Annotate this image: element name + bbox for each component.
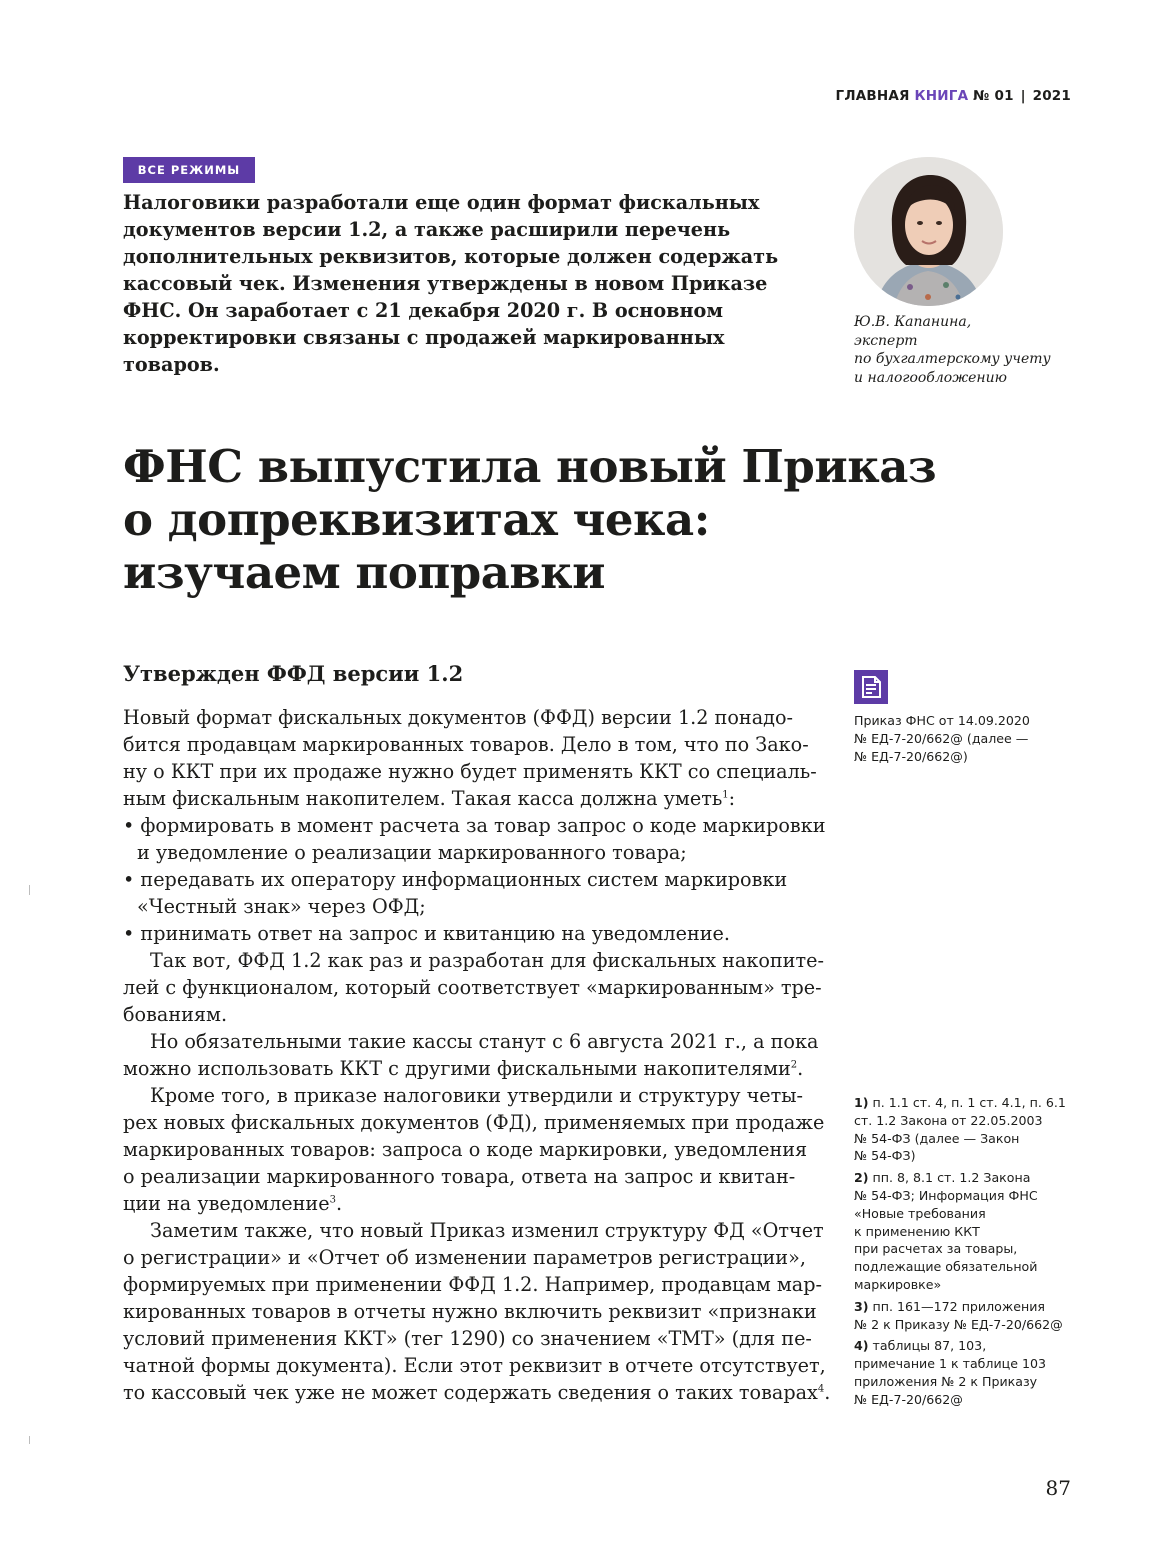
body-line: ции на уведомление$^3$.: [123, 1192, 343, 1215]
footnote: 4) таблицы 87, 103, примечание 1 к таблице 103 приложения № 2 к Приказу № ЕД-7-20/662@: [854, 1338, 1047, 1407]
footnote-ref: 2: [790, 1059, 798, 1071]
page-number: 87: [1045, 1476, 1071, 1500]
lead-paragraph: Налоговики разработали еще один формат фискальных документов версии 1.2, а также расширили перечень дополнительных реквизитов, которые должен содержать кассовый чек. Изменения утверждены в новом Приказе ФНС. Он заработает с 21 декабря 2020 г. В основном корректировки связаны с продажей маркированных товаров.: [123, 191, 779, 376]
body-line: формируемых при применении ФФД 1.2. Например, продавцам мар-: [123, 1273, 822, 1296]
note-line: № ЕД-7-20/662@): [854, 749, 968, 764]
note-line: № ЕД-7-20/662@ (далее —: [854, 731, 1029, 746]
body-line: рех новых фискальных документов (ФД), применяемых при продаже: [123, 1111, 825, 1134]
article-title: [123, 440, 1023, 599]
footnotes: [854, 1094, 1074, 1413]
body-line: бованиям.: [123, 1003, 228, 1026]
body-line: можно использовать ККТ с другими фискальными накопителями$^2$.: [123, 1057, 804, 1080]
body-line: условий применения ККТ» (тег 1290) со значением «ТМТ» (для пе-: [123, 1327, 812, 1350]
author-role-line: по бухгалтерскому учету: [854, 351, 1051, 367]
body-line: ным фискальным накопителем. Такая касса должна уметь$^1$:: [123, 787, 736, 810]
bullet-item: • передавать их оператору информационных систем маркировки: [123, 868, 788, 891]
title-line: ФНС выпустила новый Приказ: [123, 440, 937, 493]
bullet-item: • принимать ответ на запрос и квитанцию на уведомление.: [123, 922, 731, 945]
header-separator: |: [1020, 88, 1026, 104]
body-line: бится продавцам маркированных товаров. Дело в том, что по Зако-: [123, 733, 809, 756]
margin-tick: [29, 1436, 30, 1444]
section-subheading: Утвержден ФФД версии 1.2: [123, 661, 464, 686]
body-line: Заметим также, что новый Приказ изменил структуру ФД «Отчет: [150, 1219, 824, 1242]
note-line: Приказ ФНС от 14.09.2020: [854, 713, 1030, 728]
footnote-number: 1): [854, 1095, 869, 1110]
author-photo: [854, 157, 1003, 306]
author-portrait-icon: [854, 157, 1003, 306]
title-line: о допреквизитах чека:: [123, 493, 710, 546]
issue-number: № 01: [973, 88, 1014, 104]
bullet-continuation: и уведомление о реализации маркированного товара;: [137, 841, 687, 864]
body-line: маркированных товаров: запроса о коде маркировки, уведомления: [123, 1138, 808, 1161]
body-line: Новый формат фискальных документов (ФФД) версии 1.2 понадо-: [123, 706, 793, 729]
article-body: [123, 704, 831, 1406]
bullet-item: • формировать в момент расчета за товар запрос о коде маркировки: [123, 814, 826, 837]
author-name: Ю.В. Капанина,: [854, 314, 972, 330]
body-line: то кассовый чек уже не может содержать сведения о таких товарах$^4$.: [123, 1381, 831, 1404]
body-line: о регистрации» и «Отчет об изменении параметров регистрации»,: [123, 1246, 806, 1269]
footnote: 3) пп. 161—172 приложения № 2 к Приказу № ЕД-7-20/662@: [854, 1298, 1063, 1332]
order-reference-note: [854, 712, 1054, 766]
magazine-header: [836, 88, 1071, 104]
section-tag: ВСЕ РЕЖИМЫ: [123, 157, 255, 183]
body-line: кированных товаров в отчеты нужно включить реквизит «признаки: [123, 1300, 817, 1323]
footnote-number: 3): [854, 1298, 869, 1314]
author-caption: [854, 313, 1074, 387]
footnote: 1) п. 1.1 ст. 4, п. 1 ст. 4.1, п. 6.1 ст. 1.2 Закона от 22.05.2003 № 54-ФЗ (далее — Закон № 54-ФЗ): [854, 1095, 1066, 1164]
body-line: ну о ККТ при их продаже нужно будет применять ККТ со специаль-: [123, 760, 817, 783]
magazine-name-accent: КНИГА: [914, 88, 969, 104]
body-line: Кроме того, в приказе налоговики утвердили и структуру четы-: [150, 1084, 804, 1107]
body-line: Так вот, ФФД 1.2 как раз и разработан для фискальных накопите-: [150, 949, 824, 972]
author-role-line: и налогообложению: [854, 369, 1007, 386]
footnote-ref: 4: [817, 1383, 825, 1395]
footnote-number: 4): [854, 1338, 869, 1354]
footnote: 2) пп. 8, 8.1 ст. 1.2 Закона № 54-ФЗ; Информация ФНС «Новые требования к применению ККТ при расчетах за товары, подлежащие обязательной маркировке»: [854, 1170, 1038, 1292]
title-line: изучаем поправки: [123, 546, 606, 599]
margin-tick: [29, 885, 30, 895]
footnote-number: 2): [854, 1170, 869, 1186]
body-line: лей с функционалом, который соответствует «маркированным» тре-: [123, 976, 822, 999]
footnote-ref: 1: [722, 789, 729, 801]
author-role-line: эксперт: [854, 332, 918, 349]
footnote-ref: 3: [329, 1194, 336, 1206]
body-line: чатной формы документа). Если этот реквизит в отчете отсутствует,: [123, 1354, 826, 1377]
magazine-name: ГЛАВНАЯ: [835, 88, 910, 104]
bullet-continuation: «Честный знак» через ОФД;: [137, 895, 426, 918]
issue-year: 2021: [1032, 88, 1071, 104]
document-icon: [854, 670, 888, 704]
body-line: Но обязательными такие кассы станут с 6 августа 2021 г., а пока: [150, 1030, 819, 1053]
body-line: о реализации маркированного товара, ответа на запрос и квитан-: [123, 1165, 796, 1188]
